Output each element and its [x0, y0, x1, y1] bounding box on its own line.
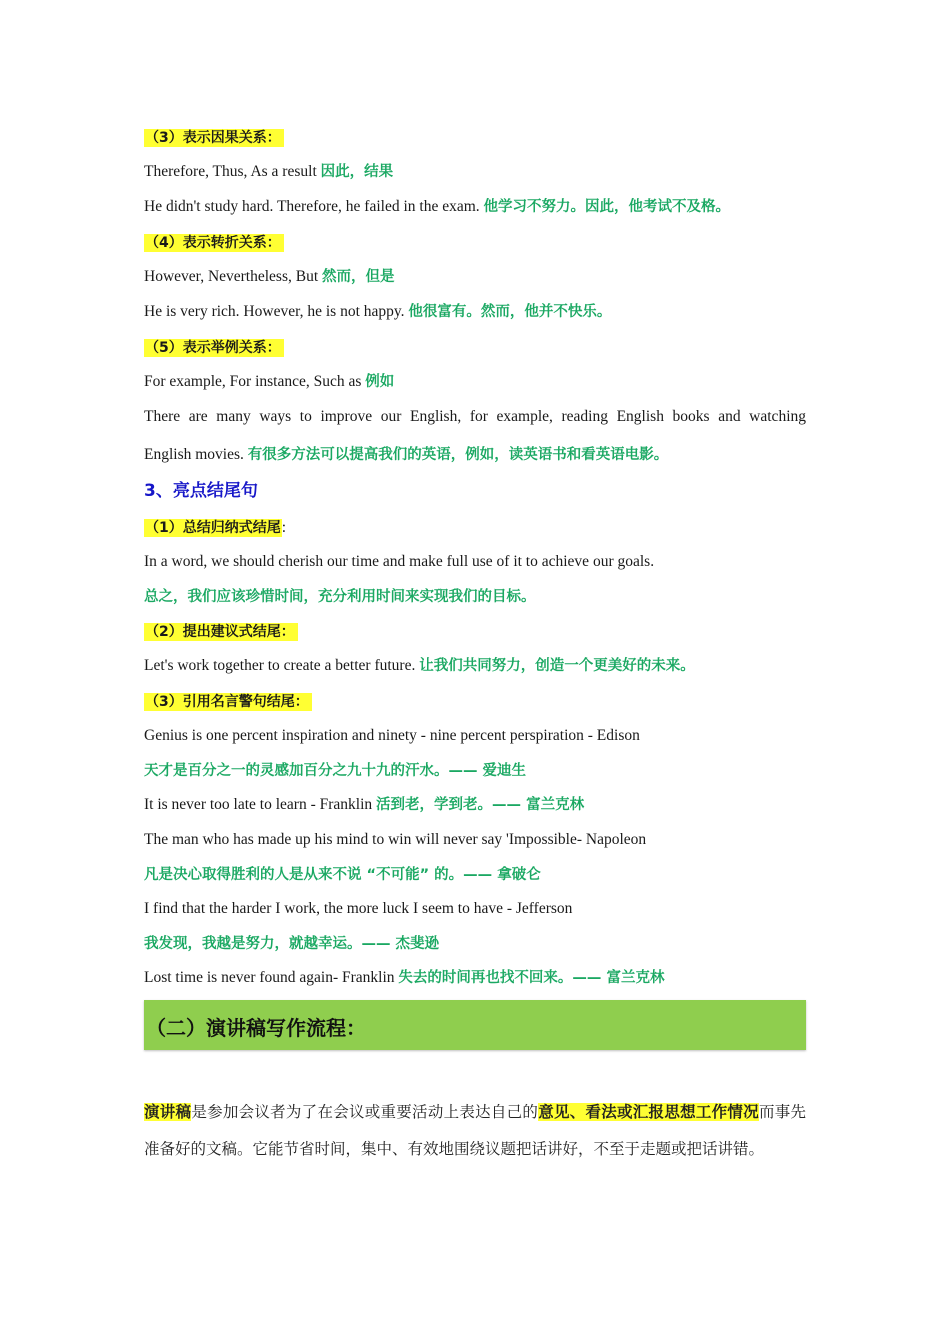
section-banner: [144, 1000, 806, 1050]
quote1-cn: 天才是百分之一的灵感加百分之九十九的汗水。—— 爱迪生: [144, 763, 527, 779]
suggestion-example-en: Let's work together to create a better future.: [144, 657, 416, 674]
summary-heading-line: [144, 517, 286, 539]
quote4-cn: 我发现，我越是努力，就越幸运。—— 杰斐逊: [144, 936, 440, 952]
quote2-cn: 活到老，学到老。—— 富兰克林: [376, 797, 585, 813]
quote1-en: Genius is one percent inspiration and ninety - nine percent perspiration - Edison: [144, 727, 640, 744]
quote5-cn: 失去的时间再也找不回来。—— 富兰克林: [398, 970, 665, 986]
examples-example-en-1: There are many ways to improve our English, for example, reading English books and watching: [144, 408, 806, 425]
definition-text-2: 而事先准备好的文稿。它能节省时间，集中、有效地围绕议题把话讲好，不至于走题或把话讲错。: [144, 1103, 806, 1158]
causal-example-line: [144, 196, 730, 218]
definition-highlight: 意见、看法或汇报思想工作情况: [538, 1103, 759, 1121]
contrast-example-line: [144, 301, 611, 323]
suggestion-example-cn: 让我们共同努力，创造一个更美好的未来。: [419, 658, 695, 674]
definition-term: 演讲稿: [144, 1103, 192, 1121]
suggestion-example-line: [144, 655, 695, 677]
examples-words-line: [144, 371, 394, 393]
summary-example-cn-line: [144, 586, 536, 608]
contrast-heading-line: [144, 232, 284, 254]
suggestion-heading-line: [144, 621, 298, 643]
quote-heading-line: [144, 691, 312, 713]
quote3-cn: 凡是决心取得胜利的人是从来不说 “不可能” 的。—— 拿破仑: [144, 867, 541, 883]
contrast-heading: （4）表示转折关系：: [144, 234, 284, 252]
causal-words-en: Therefore, Thus, As a result: [144, 163, 317, 180]
examples-heading-line: [144, 337, 284, 359]
quote5-en: Lost time is never found again- Franklin: [144, 969, 395, 986]
quote1-cn-line: [144, 760, 526, 782]
examples-heading: （5）表示举例关系：: [144, 339, 284, 357]
summary-heading-colon: :: [281, 519, 287, 536]
quote4-cn-line: [144, 933, 439, 955]
contrast-words-cn: 然而，但是: [322, 269, 395, 285]
causal-example-en: He didn't study hard. Therefore, he failed in the exam.: [144, 198, 480, 215]
section3-title-line: [144, 480, 258, 503]
banner-title: （二）演讲稿写作流程：: [146, 1016, 366, 1040]
definition-paragraph: [144, 1094, 806, 1168]
contrast-example-cn: 他很富有。然而，他并不快乐。: [408, 304, 612, 320]
quote3-cn-line: [144, 864, 541, 886]
examples-words-en: For example, For instance, Such as: [144, 373, 362, 390]
contrast-example-en: He is very rich. However, he is not happy.: [144, 303, 405, 320]
contrast-words-en: However, Nevertheless, But: [144, 268, 319, 285]
quote1-en-line: [144, 725, 640, 747]
examples-example-cn: 有很多方法可以提高我们的英语，例如，读英语书和看英语电影。: [247, 447, 669, 463]
quote4-en: I find that the harder I work, the more luck I seem to have - Jefferson: [144, 900, 573, 917]
quote3-en: The man who has made up his mind to win will never say 'Impossible- Napoleon: [144, 831, 647, 848]
causal-words-line: [144, 161, 393, 183]
causal-example-cn: 他学习不努力。因此，他考试不及格。: [483, 199, 731, 215]
contrast-words-line: [144, 266, 395, 288]
summary-heading: （1）总结归纳式结尾: [145, 520, 281, 536]
quote2-en: It is never too late to learn - Franklin: [144, 796, 373, 813]
quote5-line: [144, 967, 664, 989]
examples-words-cn: 例如: [365, 374, 395, 390]
quote3-en-line: [144, 829, 646, 851]
summary-example-en-line: [144, 551, 654, 573]
section3-title: 3、亮点结尾句: [144, 481, 258, 501]
causal-words-cn: 因此，结果: [320, 164, 394, 180]
summary-example-cn: 总之，我们应该珍惜时间，充分利用时间来实现我们的目标。: [144, 589, 536, 605]
examples-example-en-2: English movies.: [144, 446, 244, 463]
quote4-en-line: [144, 898, 572, 920]
quote-heading: （3）引用名言警句结尾：: [144, 693, 312, 711]
summary-example-en: In a word, we should cherish our time and make full use of it to achieve our goals.: [144, 553, 655, 570]
definition-text-1: 是参加会议者为了在会议或重要活动上表达自己的: [191, 1103, 539, 1121]
quote2-line: [144, 794, 584, 816]
causal-heading-line: [144, 127, 284, 149]
examples-example-line2: [144, 444, 668, 466]
causal-heading: （3）表示因果关系：: [144, 129, 284, 147]
suggestion-heading: （2）提出建议式结尾：: [144, 623, 298, 641]
examples-example-line1: [144, 406, 806, 428]
